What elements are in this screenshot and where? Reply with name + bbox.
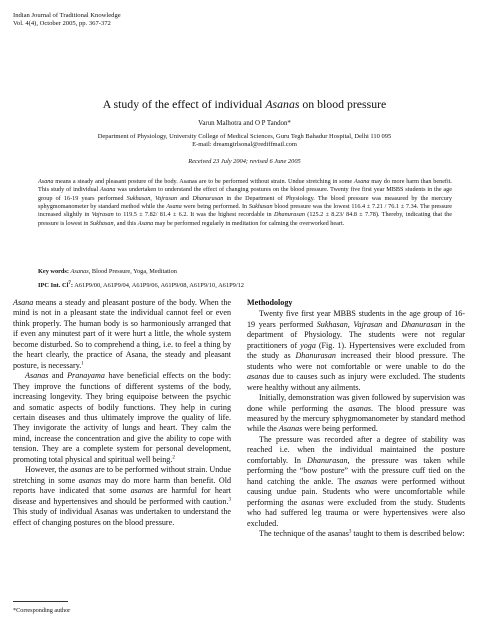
text-run: 3 [348, 529, 352, 535]
affiliation: Department of Physiology, University College of Medical Sciences, Guru Tegh Bahadur Hospital, Delhi 110 095 [97, 133, 392, 140]
keywords-rest: , Blood Pressure, Yoga, Meditation [88, 268, 177, 275]
methodology-heading: Methodology [247, 298, 293, 307]
ipc-codes: A61P9/00, A61P9/04, A61P9/06, A61P9/08, A61P9/10, A61P9/12 [74, 282, 244, 289]
text-run: asanas [301, 497, 324, 507]
left-column [13, 298, 231, 528]
footnote-rule [13, 601, 68, 602]
text-run: Dhanurasan [307, 455, 348, 465]
journal-header [13, 12, 121, 29]
text-run: Initially, demonstration was given followed by supervision was done while performing the [247, 393, 465, 413]
text-run: Dhanurasan [295, 351, 336, 361]
text-run: and [382, 319, 402, 329]
paper-title [0, 97, 489, 112]
journal-name: Indian Journal of Traditional Knowledge [13, 12, 121, 19]
text-run: taught to them is described below: [351, 528, 465, 538]
text-run: The technique of the asanas [259, 528, 349, 538]
text-run: However, the [25, 465, 71, 475]
text-run: asanas [78, 475, 102, 485]
keyword-asanas: Asanas [70, 268, 89, 275]
text-run: means a steady and pleasant posture of the body. Asanas are to be performed without strain. Undue stretching in some [53, 178, 354, 185]
text-run: asanas [348, 403, 372, 413]
text-run: were being performed. In [181, 203, 249, 211]
text-run: were excluded from the study. Students who had suffered leg trauma or were hypertensives were also excluded. [247, 497, 465, 528]
text-run: Vajrasan [91, 211, 114, 219]
text-run: asanas [130, 486, 154, 496]
text-run: Sukhasan [89, 219, 114, 227]
text-run: are to be performed without strain. Undue stretching in some [13, 465, 231, 485]
ipc-classification [38, 282, 452, 289]
text-run: Pranayama [67, 371, 105, 381]
text-run: Dhanurasan [192, 194, 224, 202]
keywords [38, 268, 452, 275]
email: E-mail: dreamgirlsonal@rediffmail.com [192, 141, 297, 149]
text-run: 2 [172, 455, 175, 461]
text-run: This study of individual Asanas was undertaken to understand the effect of changing postures on the blood pressure. [13, 507, 231, 527]
text-run: yoga [300, 340, 316, 350]
text-run: (Fig. 1). Hypertensives were excluded from the study as [247, 340, 465, 361]
authors: Varun Malhotra and O P Tandon* [198, 120, 291, 127]
journal-volume: Vol. 4(4), October 2005, pp. 367-372 [13, 20, 111, 28]
text-run: in the department of Physiology. The students were not regular practitioners of [247, 319, 466, 350]
text-run: 3 [228, 496, 231, 502]
text-run: Asana [166, 203, 182, 211]
right-paragraph-1 [247, 309, 465, 393]
text-run: Asana [13, 298, 34, 307]
text-run: were performed without causing undue pain. Students who were uncomfortable while performing the [247, 476, 465, 507]
text-run: blood pressure was the lowest 116.4 ± 7.21 / 76.1 ± 7.34. The pressure increased slightly in [38, 203, 452, 219]
text-run: Asana [38, 178, 54, 185]
text-run: Asana [100, 186, 116, 194]
text-run: . The blood pressure was measured by the mercury sphygmomanometer by standard method while the [247, 403, 465, 434]
text-run: Dhanurasan [273, 211, 305, 219]
title-suffix: on blood pressure [299, 97, 387, 111]
text-run: due to causes such as injury were excluded. The students were healthy without any ailments. [247, 372, 465, 392]
text-run: , and this [113, 219, 138, 227]
text-run: and [177, 194, 193, 202]
text-run: may do more harm than benefit. This study of individual [38, 178, 452, 194]
text-run: Sukhasan [248, 203, 273, 211]
title-prefix: A study of the effect of individual [102, 97, 266, 111]
left-paragraph-2 [13, 371, 231, 465]
right-paragraph-4 [247, 529, 465, 539]
text-run: Sukhasan, Vajrasan [126, 194, 178, 202]
text-run: means a steady and pleasant posture of the body. When the mind is not in a pleasant state the individual cannot feel or even think properly. The human body is so harmoniously arranged that if even any minutest part of it were hurt a little, the whole system become disturbed. So to comprehend a thing, i.e. to feel a thing by the heart clearly, the practice of Asana, the steady and pleasant posture, is necessary. [13, 298, 231, 370]
text-run: may do more harm than benefit. Old reports have indicated that some [13, 475, 231, 496]
text-run: and [48, 371, 68, 381]
text-run: Dhanurasan [401, 319, 442, 329]
text-run: Sukhasan, Vajrasan [316, 319, 383, 329]
received-dates: Received 23 July 2004; revised 6 June 2005 [188, 158, 301, 165]
abstract [38, 178, 452, 228]
text-run: Asana [137, 219, 154, 227]
text-run: was undertaken to understand the effect of changing postures on the blood pressure. Twenty five first year MBBS students in the age group of 16-19 years performed [38, 186, 453, 202]
text-run: increased their blood pressure. The students who were not comfortable or were unable to do the [247, 351, 465, 371]
text-run: were being performed. [302, 424, 378, 434]
left-paragraph-1 [13, 298, 231, 371]
affiliation-block [20, 133, 469, 150]
text-run: asanas [70, 465, 93, 475]
right-column [247, 298, 465, 539]
text-run: 1 [81, 361, 84, 367]
text-run: (125.2 ± 8.23/ 84.8 ± 7.78). Thereby, indicating that the pressure is lowest in [38, 211, 452, 227]
left-paragraph-3 [13, 465, 231, 528]
title-emphasis: Asanas [265, 97, 300, 111]
text-run: in the Department of Physiology. The blood pressure was measured by the mercury sphygmomanometer by standard method while the [38, 194, 452, 211]
text-run: Twenty five first year MBBS students in the age group of 16-19 years performed [247, 309, 465, 329]
text-run: Asanas [278, 424, 303, 434]
text-run: are harmful for heart disease and hypertensives and should be performed with caution. [13, 486, 231, 506]
ipc-label: IPC Int. Cl$^7$: [38, 280, 73, 289]
right-paragraph-3 [247, 435, 465, 529]
text-run: to 119.5 ± 7.82/ 81.4 ± 6.2. It was the highest recordable in [113, 211, 274, 219]
text-run: The pressure was recorded after a degree of stability was reached i.e. when the individual maintained the posture comfortably. In [247, 434, 465, 465]
right-paragraph-2 [247, 393, 465, 435]
text-run: may be performed regularly in meditation for calming the overworked heart. [153, 219, 345, 227]
text-run: have beneficial effects on the body: They improve the functions of different systems of the body, increasing longevity. They bring equipoise between the psychic and somatic aspects of bodily functions. They help in curing certain diseases and thus ultimately improve the quality of life. They invigorate the activity of lungs and heart. They calm the mind, increase the concentration and give the ability to cope with tension. They are a complete system for personal development, promoting total physical and spiritual well being. [13, 371, 231, 464]
text-run: asanas [354, 476, 378, 486]
text-run: Asanas [25, 371, 49, 381]
keywords-label: Key words: [38, 268, 69, 275]
text-run: Asana [354, 178, 370, 185]
text-run: asanas [247, 372, 270, 382]
text-run: , the pressure was taken while performing the “bow posture” with the pressure cuff tied on the hand catching the ankle. The [247, 455, 466, 486]
footnote: *Corresponding author [13, 607, 71, 614]
